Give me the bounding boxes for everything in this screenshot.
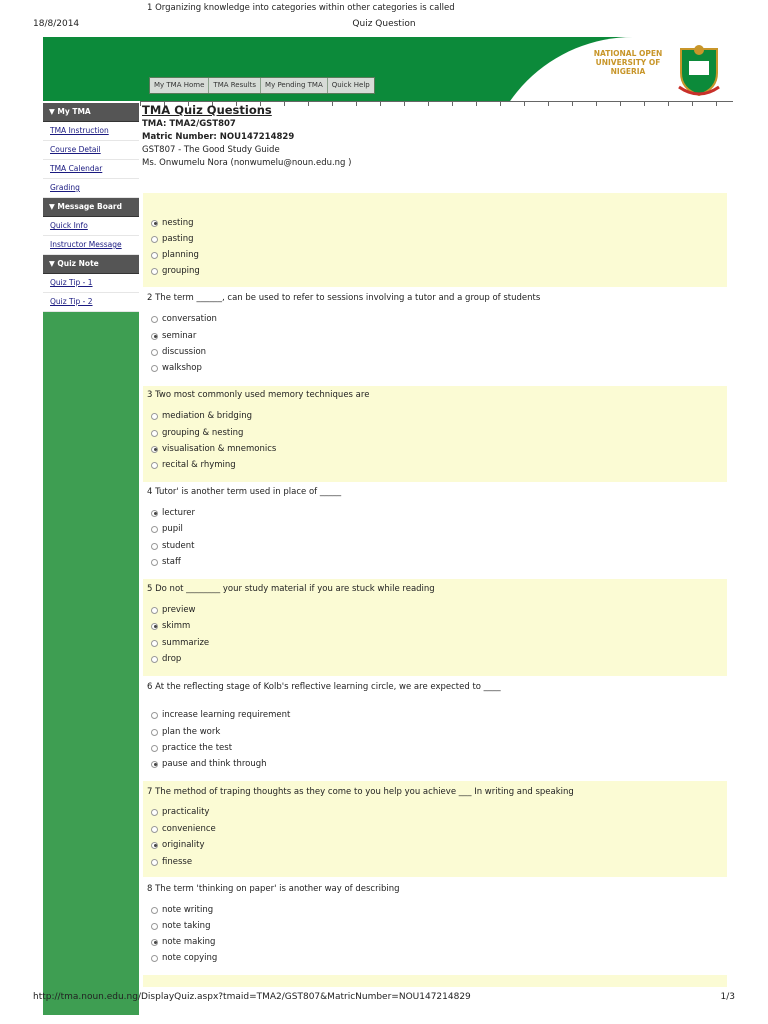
answer-option-label: staff (162, 557, 181, 567)
radio-button[interactable] (151, 413, 158, 420)
radio-button[interactable] (151, 220, 158, 227)
question-7 (143, 781, 727, 877)
radio-button[interactable] (151, 923, 158, 930)
radio-button[interactable] (151, 510, 158, 517)
answer-option[interactable] (151, 361, 202, 375)
answer-option[interactable] (151, 426, 243, 440)
answer-option[interactable] (151, 652, 181, 666)
radio-button[interactable] (151, 761, 158, 768)
radio-button[interactable] (151, 430, 158, 437)
nav-my-pending-tma[interactable]: My Pending TMA (261, 78, 328, 93)
sidebar-item-quiz-tip-2[interactable]: Quiz Tip - 2 (43, 293, 139, 312)
answer-option-label: student (162, 541, 195, 551)
question-8 (143, 879, 727, 973)
answer-option-label: nesting (162, 218, 194, 228)
answer-option-label: convenience (162, 824, 216, 834)
answer-option[interactable] (151, 619, 190, 633)
answer-option[interactable] (151, 506, 195, 520)
sidebar-head-my-tma[interactable]: ▼ My TMA (43, 103, 139, 122)
radio-button[interactable] (151, 712, 158, 719)
question-text: 3 Two most commonly used memory techniques are (147, 390, 370, 400)
answer-option-label: pasting (162, 234, 194, 244)
answer-option-label: preview (162, 605, 196, 615)
top-nav (149, 77, 375, 94)
sidebar-item-grading[interactable]: Grading (43, 179, 139, 198)
answer-option[interactable] (151, 312, 217, 326)
sidebar-item-quick-info[interactable]: Quick Info (43, 217, 139, 236)
answer-option[interactable] (151, 725, 220, 739)
nav-my-tma-home[interactable]: My TMA Home (150, 78, 209, 93)
radio-button[interactable] (151, 526, 158, 533)
radio-button[interactable] (151, 462, 158, 469)
question-text: 8 The term 'thinking on paper' is another way of describing (147, 884, 400, 894)
answer-option[interactable] (151, 903, 213, 917)
answer-option[interactable] (151, 822, 216, 836)
question-4 (143, 483, 727, 577)
sidebar-item-tma-instruction[interactable]: TMA Instruction (43, 122, 139, 141)
answer-option-label: recital & rhyming (162, 460, 236, 470)
sidebar (43, 103, 139, 1015)
question-2 (143, 289, 727, 383)
sidebar-head-message-board[interactable]: ▼ Message Board (43, 198, 139, 217)
answer-option-label: practicality (162, 807, 210, 817)
radio-button[interactable] (151, 623, 158, 630)
radio-button[interactable] (151, 365, 158, 372)
answer-option-label: visualisation & mnemonics (162, 444, 277, 454)
sidebar-item-instructor-message[interactable]: Instructor Message (43, 236, 139, 255)
question-text: 7 The method of traping thoughts as they come to you help you achieve ___ In writing and speaking (147, 787, 574, 797)
answer-option-label: grouping (162, 266, 200, 276)
university-name-line1: NATIONAL OPEN (593, 49, 663, 58)
answer-option-label: seminar (162, 331, 197, 341)
answer-option[interactable] (151, 442, 276, 456)
answer-option-label: note writing (162, 905, 214, 915)
course-title: GST807 - The Good Study Guide (142, 145, 280, 155)
answer-option[interactable] (151, 741, 232, 755)
radio-button[interactable] (151, 268, 158, 275)
answer-option[interactable] (151, 855, 192, 869)
answer-option[interactable] (151, 919, 210, 933)
question-3 (143, 386, 727, 482)
question-5 (143, 579, 727, 676)
quiz-header (141, 103, 727, 170)
answer-option[interactable] (151, 248, 199, 262)
radio-button[interactable] (151, 446, 158, 453)
answer-option-label: pause and think through (162, 759, 267, 769)
sidebar-head-quiz-note[interactable]: ▼ Quiz Note (43, 255, 139, 274)
question-text: 6 At the reflecting stage of Kolb's reflective learning circle, we are expected to ____ (147, 682, 501, 692)
radio-button[interactable] (151, 842, 158, 849)
answer-option-label: plan the work (162, 727, 221, 737)
site-banner (43, 37, 733, 101)
radio-button[interactable] (151, 640, 158, 647)
answer-option-label: note making (162, 937, 216, 947)
question-text: 1 Organizing knowledge into categories within other categories is called (147, 3, 455, 13)
tutor-name: Ms. Onwumelu Nora (nonwumelu@noun.edu.ng ) (142, 158, 352, 168)
answer-option-label: originality (162, 840, 205, 850)
answer-option[interactable] (151, 409, 252, 423)
question-text: 2 The term ______, can be used to refer to sessions involving a tutor and a group of students (147, 293, 541, 303)
radio-button[interactable] (151, 745, 158, 752)
answer-option[interactable] (151, 951, 217, 965)
answer-option[interactable] (151, 522, 183, 536)
radio-button[interactable] (151, 333, 158, 340)
answer-option-label: summarize (162, 638, 210, 648)
answer-option[interactable] (151, 636, 209, 650)
answer-option[interactable] (151, 345, 206, 359)
radio-button[interactable] (151, 316, 158, 323)
university-name-line2: UNIVERSITY OF (595, 58, 661, 67)
question-9-partial (143, 975, 727, 987)
answer-option-label: drop (162, 654, 182, 664)
answer-option-label: pupil (162, 524, 183, 534)
answer-option[interactable] (151, 216, 194, 230)
answer-option[interactable] (151, 805, 209, 819)
radio-button[interactable] (151, 729, 158, 736)
answer-option-label: note taking (162, 921, 211, 931)
radio-button[interactable] (151, 656, 158, 663)
answer-option-label: note copying (162, 953, 218, 963)
sidebar-item-quiz-tip-1[interactable]: Quiz Tip - 1 (43, 274, 139, 293)
print-date: 18/8/2014 (33, 19, 80, 29)
sidebar-item-tma-calendar[interactable]: TMA Calendar (43, 160, 139, 179)
radio-button[interactable] (151, 809, 158, 816)
print-page-number: 1/3 (720, 992, 735, 1002)
answer-option-label: increase learning requirement (162, 710, 291, 720)
answer-option[interactable] (151, 838, 205, 852)
answer-option[interactable] (151, 935, 215, 949)
radio-button[interactable] (151, 826, 158, 833)
radio-button[interactable] (151, 955, 158, 962)
answer-option-label: walkshop (162, 363, 202, 373)
university-name (583, 49, 673, 76)
answer-option-label: mediation & bridging (162, 411, 252, 421)
radio-button[interactable] (151, 349, 158, 356)
print-url: http://tma.noun.edu.ng/DisplayQuiz.aspx?tmaid=TMA2/GST807&MatricNumber=NOU147214829 (33, 992, 471, 1002)
radio-button[interactable] (151, 607, 158, 614)
radio-button[interactable] (151, 939, 158, 946)
answer-option-label: lecturer (162, 508, 196, 518)
answer-option[interactable] (151, 264, 200, 278)
radio-button[interactable] (151, 252, 158, 259)
page-title: TMA Quiz Questions (142, 103, 272, 117)
answer-option-label: skimm (162, 621, 191, 631)
answer-option[interactable] (151, 555, 181, 569)
tma-id: TMA: TMA2/GST807 (142, 119, 236, 129)
radio-button[interactable] (151, 859, 158, 866)
question-text: 4 Tutor' is another term used in place of _____ (147, 487, 342, 497)
radio-button[interactable] (151, 907, 158, 914)
university-crest-icon (677, 43, 721, 97)
question-6 (143, 677, 727, 779)
radio-button[interactable] (151, 559, 158, 566)
university-name-line3: NIGERIA (610, 67, 646, 76)
answer-option[interactable] (151, 458, 236, 472)
matric-number: Matric Number: NOU147214829 (142, 132, 295, 142)
answer-option[interactable] (151, 603, 196, 617)
radio-button[interactable] (151, 236, 158, 243)
answer-option-label: practice the test (162, 743, 233, 753)
answer-option[interactable] (151, 329, 196, 343)
answer-option-label: grouping & nesting (162, 428, 244, 438)
sidebar-item-course-detail[interactable]: Course Detail (43, 141, 139, 160)
print-title: Quiz Question (352, 19, 416, 29)
nav-tma-results[interactable]: TMA Results (209, 78, 261, 93)
answer-option[interactable] (151, 757, 267, 771)
answer-option-label: planning (162, 250, 199, 260)
answer-option-label: discussion (162, 347, 207, 357)
answer-option[interactable] (151, 539, 195, 553)
radio-button[interactable] (151, 543, 158, 550)
answer-option-label: finesse (162, 857, 193, 867)
nav-quick-help[interactable]: Quick Help (328, 78, 374, 93)
question-text: 5 Do not ________ your study material if you are stuck while reading (147, 584, 435, 594)
answer-option[interactable] (151, 708, 290, 722)
answer-option[interactable] (151, 232, 194, 246)
answer-option-label: conversation (162, 314, 217, 324)
